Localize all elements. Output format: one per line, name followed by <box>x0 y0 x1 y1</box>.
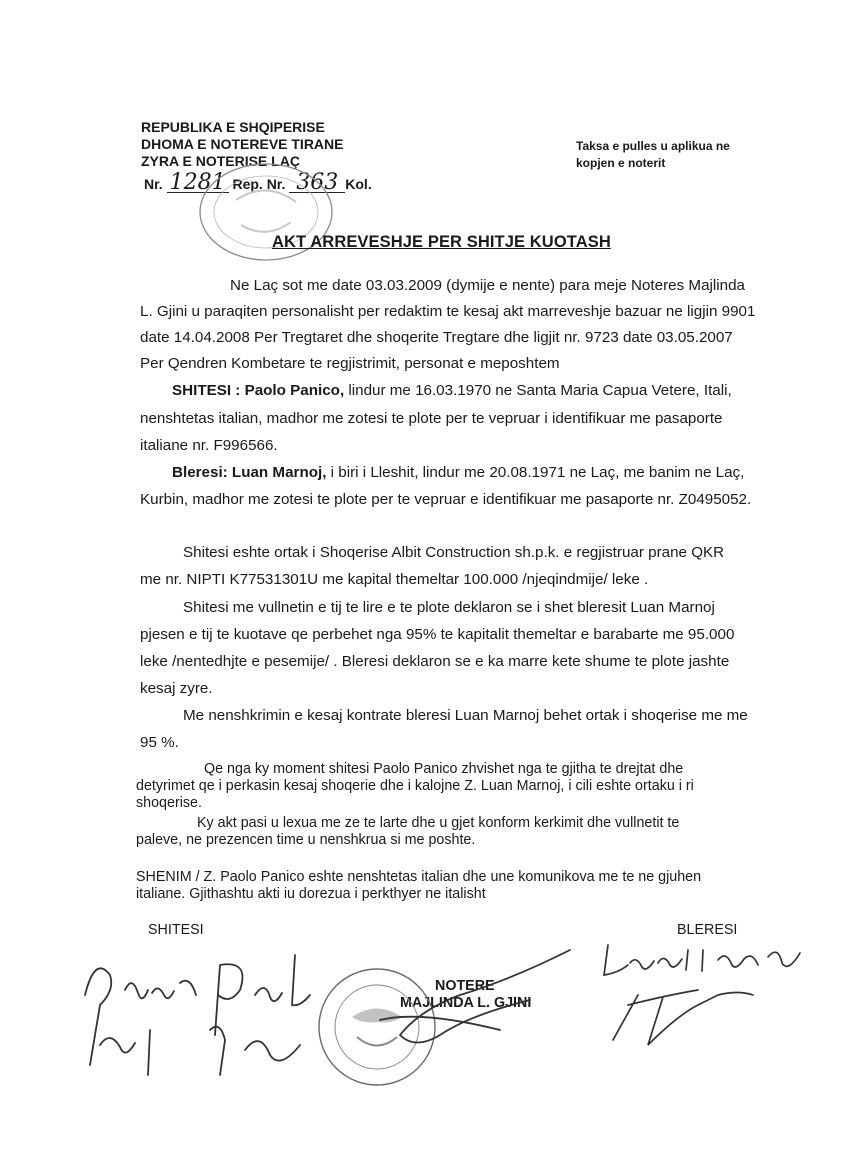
intro-line-1: Ne Laç sot me date 03.03.2009 (dymije e nente) para meje Noteres Majlinda <box>230 277 745 294</box>
ortak-line-2: me nr. NIPTI K77531301U me kapital themeltar 100.000 /njeqindmije/ leke . <box>140 571 649 588</box>
notary-name: MAJLINDA L. GJINI <box>400 995 532 1011</box>
kol-label: Kol. <box>345 176 372 192</box>
seller-line-2: nenshtetas italian, madhor me zotesi te plote per te vepruar i identifikuar me pasaporte <box>140 410 723 427</box>
tax-note-line1: Taksa e pulles u aplikua ne <box>576 139 730 153</box>
buyer-details: i biri i Lleshit, lindur me 20.08.1971 ne Laç, me banim ne Laç, <box>326 464 745 481</box>
notary-handwritten-signature <box>360 940 580 1050</box>
notary-title: NOTERE <box>435 978 495 994</box>
rep-label: Rep. Nr. <box>232 176 286 192</box>
buyer-line-2: Kurbin, madhor me zotesi te plote per te vepruar e identifikuar me pasaporte nr. Z0495052. <box>140 491 752 508</box>
rep-value: 363 <box>289 174 345 193</box>
seller-line-1 <box>172 382 732 400</box>
ortak-line-1: Shitesi eshte ortak i Shoqerise Albit Construction sh.p.k. e regjistruar prane QKR <box>183 544 725 561</box>
buyer-signature-label: BLERESI <box>677 922 738 938</box>
header-office: ZYRA E NOTERISE LAÇ <box>141 153 300 169</box>
seller-line-3: italiane nr. F996566. <box>140 437 278 454</box>
shenim-line-2: italiane. Gjithashtu akti iu dorezua i perkthyer ne italisht <box>136 886 486 902</box>
document-title: AKT ARREVESHJE PER SHITJE KUOTASH <box>272 233 611 251</box>
intro-line-3: date 14.04.2008 Per Tregtaret dhe shoqerite Tregtare dhe ligjit nr. 9723 date 03.05.2007 <box>140 329 733 346</box>
buyer-label: Bleresi: Luan Marnoj, <box>172 464 327 481</box>
zhvishet-line-2: detyrimet qe i perkasin kesaj shoqerie dhe i kalojne Z. Luan Marnoj, i cili eshte ortaku i ri <box>136 778 694 794</box>
intro-line-4: Per Qendren Kombetare te regjistrimit, personat e meposhtem <box>140 355 560 372</box>
seller-label: SHITESI : Paolo Panico, <box>172 382 345 399</box>
tax-note-line2: kopjen e noterit <box>576 156 666 170</box>
nr-label: Nr. <box>144 176 163 192</box>
deklaron-line-3: leke /nentedhjte e pesemije/ . Bleresi deklaron se e ka marre kete shume te plote jashte <box>140 653 730 670</box>
zhvishet-line-3: shoqerise. <box>136 795 202 811</box>
lexua-line-1: Ky akt pasi u lexua me ze te larte dhe u gjet konform kerkimit dhe vullnetit te <box>197 815 680 831</box>
intro-line-2: L. Gjini u paraqiten personalisht per redaktim te kesaj akt marreveshje bazuar ne ligjin 9901 <box>140 303 756 320</box>
seller-handwritten-signature <box>70 935 330 1085</box>
zhvishet-line-1: Qe nga ky moment shitesi Paolo Panico zhvishet nga te gjitha te drejtat dhe <box>204 761 684 777</box>
buyer-handwritten-signature <box>568 935 828 1055</box>
shenim-line-1: SHENIM / Z. Paolo Panico eshte nenshtetas italian dhe une komunikova me te ne gjuhen <box>136 869 702 885</box>
deklaron-line-4: kesaj zyre. <box>140 680 213 697</box>
lexua-line-2: paleve, ne prezencen time u nenshkrua si me poshte. <box>136 832 476 848</box>
nr-value: 1281 <box>167 174 229 193</box>
buyer-line-1 <box>172 464 744 482</box>
header-republic: REPUBLIKA E SHQIPERISE <box>141 119 325 135</box>
deklaron-line-1: Shitesi me vullnetin e tij te lire e te plote deklaron se i shet bleresit Luan Marnoj <box>183 599 715 616</box>
seller-signature-label: SHITESI <box>148 922 204 938</box>
seller-details: lindur me 16.03.1970 ne Santa Maria Capua Vetere, Itali, <box>344 382 732 399</box>
nenshkrim-line-2: 95 %. <box>140 734 179 751</box>
notary-stamp-top <box>196 160 346 270</box>
nenshkrim-line-1: Me nenshkrimin e kesaj kontrate bleresi Luan Marnoj behet ortak i shoqerise me me <box>183 707 748 724</box>
header-chamber: DHOMA E NOTEREVE TIRANE <box>141 136 344 152</box>
deklaron-line-2: pjesen e tij te kuotave qe perbehet nga 95% te kapitalit themeltar e barabarte me 95.000 <box>140 626 735 643</box>
